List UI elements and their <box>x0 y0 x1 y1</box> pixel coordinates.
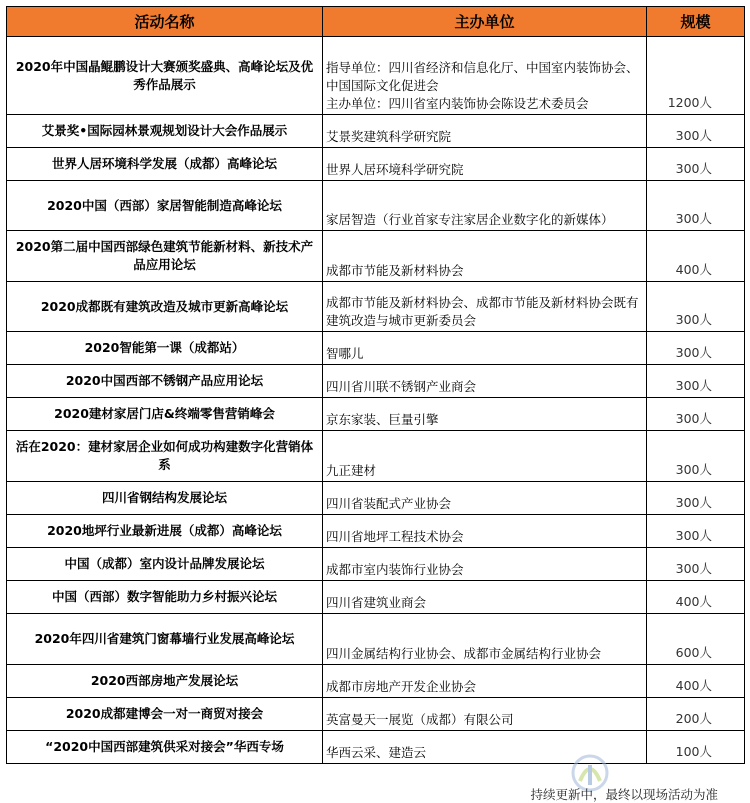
organizer-line: 京东家装、巨量引擎 <box>326 412 439 427</box>
table-row <box>7 332 745 365</box>
event-name-cell: 2020中国西部不锈钢产品应用论坛 <box>7 365 323 398</box>
events-table-sheet <box>6 6 744 764</box>
event-name-cell: “2020中国西部建筑供采对接会”华西专场 <box>7 731 323 764</box>
organizer-line: 成都市房地产开发企业协会 <box>326 679 477 694</box>
event-name-cell: 2020成都建博会一对一商贸对接会 <box>7 698 323 731</box>
organizer-cell <box>323 665 647 698</box>
event-name-cell: 活在2020：建材家居企业如何成功构建数字化营销体系 <box>7 431 323 482</box>
table-header-row <box>7 7 745 37</box>
organizer-line: 成都市节能及新材料协会、成都市节能及新材料协会既有建筑改造与城市更新委员会 <box>326 295 639 328</box>
scale-cell: 300人 <box>647 148 745 181</box>
organizer-line: 四川省建筑业商会 <box>326 595 427 610</box>
organizer-cell <box>323 398 647 431</box>
organizer-cell <box>323 548 647 581</box>
organizer-line: 智哪儿 <box>326 346 364 361</box>
organizer-cell <box>323 37 647 115</box>
event-name-cell: 世界人居环境科学发展（成都）高峰论坛 <box>7 148 323 181</box>
scale-cell: 400人 <box>647 665 745 698</box>
header-organizer: 主办单位 <box>323 7 647 37</box>
organizer-line: 华西云采、建造云 <box>326 745 427 760</box>
scale-cell: 300人 <box>647 515 745 548</box>
event-name-cell: 2020第二届中国西部绿色建筑节能新材料、新技术产品应用论坛 <box>7 231 323 282</box>
scale-cell: 400人 <box>647 231 745 282</box>
organizer-line: 成都市室内装饰行业协会 <box>326 562 464 577</box>
event-name-cell: 艾景奖•国际园林景观规划设计大会作品展示 <box>7 115 323 148</box>
table-row <box>7 282 745 332</box>
organizer-line: 九正建材 <box>326 463 377 478</box>
scale-cell: 100人 <box>647 731 745 764</box>
organizer-line: 主办单位：四川省室内装饰协会陈设艺术委员会 <box>326 96 589 111</box>
event-name-cell: 2020地坪行业最新进展（成都）高峰论坛 <box>7 515 323 548</box>
organizer-cell <box>323 282 647 332</box>
event-name-cell: 中国（成都）室内设计品牌发展论坛 <box>7 548 323 581</box>
table-row <box>7 115 745 148</box>
organizer-line: 世界人居环境科学研究院 <box>326 162 464 177</box>
event-name-cell: 2020年中国晶鲲鹏设计大赛颁奖盛典、高峰论坛及优秀作品展示 <box>7 37 323 115</box>
organizer-line: 成都市节能及新材料协会 <box>326 263 464 278</box>
organizer-line: 艾景奖建筑科学研究院 <box>326 129 452 144</box>
scale-cell: 300人 <box>647 398 745 431</box>
organizer-cell <box>323 181 647 231</box>
organizer-line: 四川省装配式产业协会 <box>326 496 452 511</box>
event-name-cell: 四川省钢结构发展论坛 <box>7 482 323 515</box>
scale-cell: 300人 <box>647 482 745 515</box>
header-event-name: 活动名称 <box>7 7 323 37</box>
organizer-cell <box>323 515 647 548</box>
organizer-line: 家居智造（行业首家专注家居企业数字化的新媒体） <box>326 212 614 227</box>
event-name-cell: 2020建材家居门店&终端零售营销峰会 <box>7 398 323 431</box>
table-row <box>7 581 745 614</box>
organizer-line: 四川省地坪工程技术协会 <box>326 529 464 544</box>
organizer-line: 指导单位：四川省经济和信息化厅、中国室内装饰协会、中国国际文化促进会 <box>326 60 639 93</box>
event-name-cell: 2020年四川省建筑门窗幕墙行业发展高峰论坛 <box>7 614 323 665</box>
organizer-cell <box>323 332 647 365</box>
table-row <box>7 181 745 231</box>
organizer-line: 四川金属结构行业协会、成都市金属结构行业协会 <box>326 646 602 661</box>
event-name-cell: 2020西部房地产发展论坛 <box>7 665 323 698</box>
header-scale: 规模 <box>647 7 745 37</box>
organizer-cell <box>323 614 647 665</box>
scale-cell: 300人 <box>647 332 745 365</box>
event-name-cell: 2020中国（西部）家居智能制造高峰论坛 <box>7 181 323 231</box>
scale-cell: 300人 <box>647 181 745 231</box>
scale-cell: 1200人 <box>647 37 745 115</box>
table-row <box>7 665 745 698</box>
scale-cell: 300人 <box>647 548 745 581</box>
organizer-cell <box>323 115 647 148</box>
event-name-cell: 2020智能第一课（成都站） <box>7 332 323 365</box>
table-row <box>7 482 745 515</box>
events-table <box>6 6 745 764</box>
organizer-cell <box>323 431 647 482</box>
organizer-cell <box>323 482 647 515</box>
scale-cell: 600人 <box>647 614 745 665</box>
table-body <box>7 37 745 764</box>
table-row <box>7 731 745 764</box>
table-row <box>7 614 745 665</box>
scale-cell: 300人 <box>647 282 745 332</box>
table-row <box>7 515 745 548</box>
organizer-line: 英富曼天一展览（成都）有限公司 <box>326 712 514 727</box>
event-name-cell: 2020成都既有建筑改造及城市更新高峰论坛 <box>7 282 323 332</box>
organizer-cell <box>323 148 647 181</box>
organizer-cell <box>323 365 647 398</box>
table-row <box>7 37 745 115</box>
table-row <box>7 548 745 581</box>
organizer-cell <box>323 698 647 731</box>
scale-cell: 300人 <box>647 115 745 148</box>
scale-cell: 300人 <box>647 431 745 482</box>
table-row <box>7 431 745 482</box>
organizer-cell <box>323 231 647 282</box>
footer-note: 持续更新中，最终以现场活动为准 <box>530 787 718 802</box>
scale-cell: 200人 <box>647 698 745 731</box>
table-row <box>7 148 745 181</box>
scale-cell: 300人 <box>647 365 745 398</box>
table-row <box>7 365 745 398</box>
organizer-cell <box>323 581 647 614</box>
table-row <box>7 398 745 431</box>
organizer-line: 四川省川联不锈钢产业商会 <box>326 379 477 394</box>
scale-cell: 400人 <box>647 581 745 614</box>
table-row <box>7 698 745 731</box>
table-row <box>7 231 745 282</box>
event-name-cell: 中国（西部）数字智能助力乡村振兴论坛 <box>7 581 323 614</box>
